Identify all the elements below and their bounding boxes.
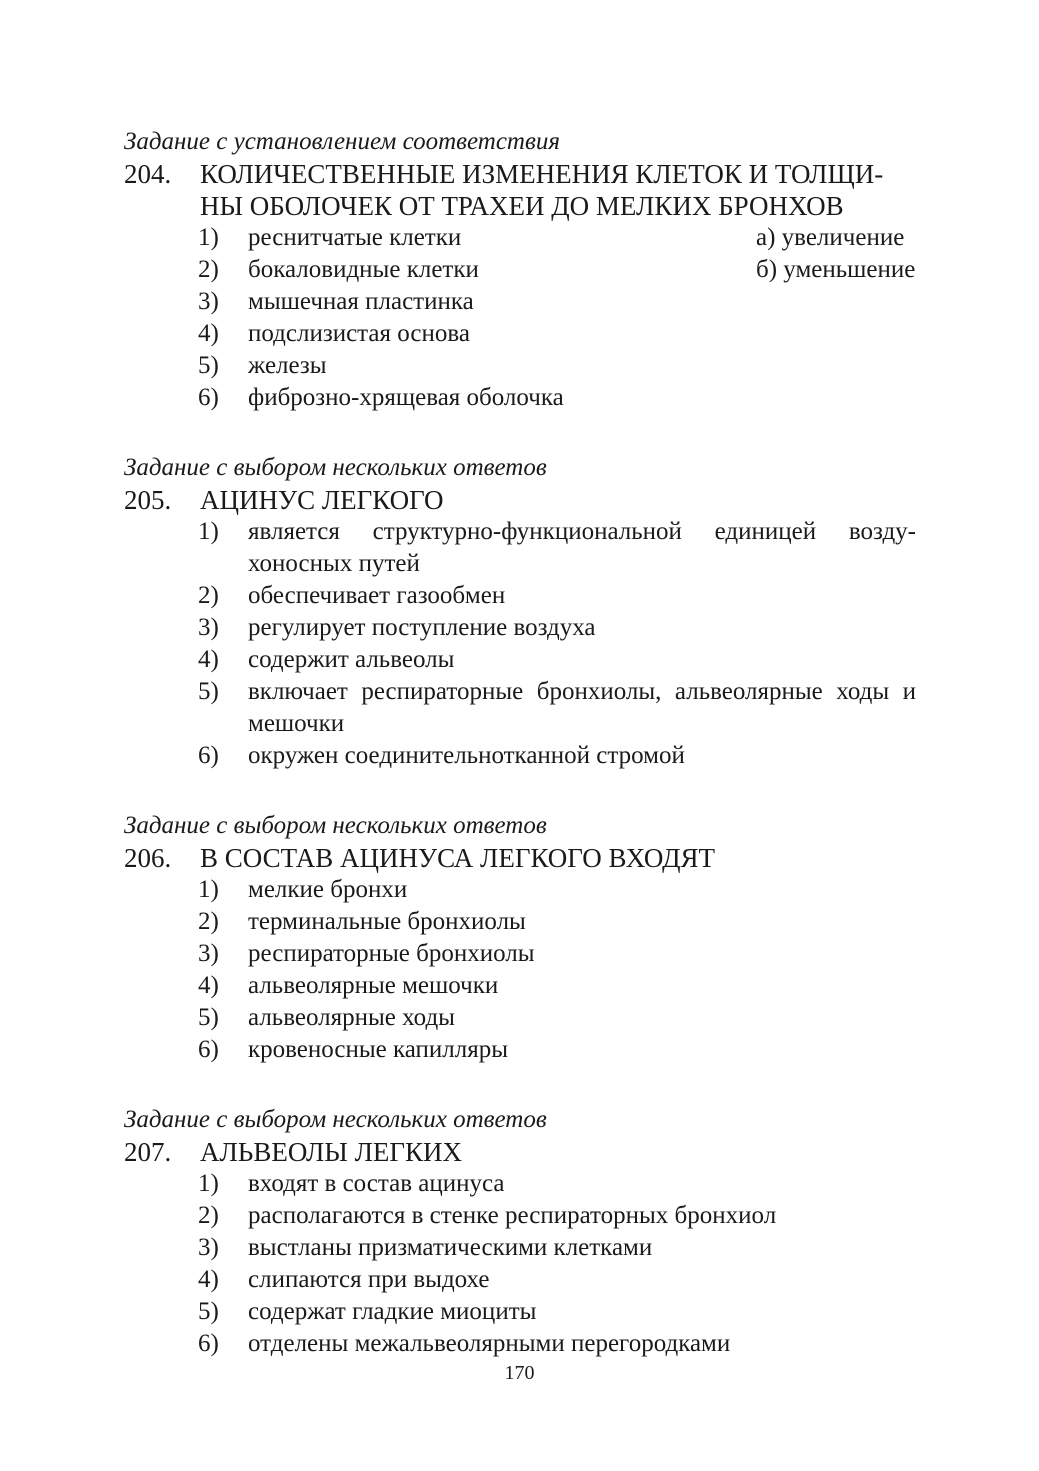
answer-text: располагаются в стенке респираторных бронхиол <box>248 1202 777 1229</box>
question-text: АЛЬВЕОЛЫ ЛЕГКИХ <box>200 1137 462 1167</box>
page-number: 170 <box>504 1362 535 1384</box>
task-type-label: Задание с выбором нескольких ответов <box>124 1106 547 1133</box>
answer-item <box>198 1232 916 1264</box>
task-206 <box>124 810 916 1066</box>
match-option <box>756 254 915 286</box>
answer-text: является структурно-функциональной единицей возду-хоносных путей <box>248 518 916 577</box>
answer-text: слипаются при выдохе <box>248 1266 490 1293</box>
answer-number: 4) <box>198 320 219 347</box>
answer-text: альвеолярные мешочки <box>248 972 499 999</box>
answer-number: 2) <box>198 1202 219 1229</box>
answer-item <box>198 1328 916 1360</box>
answer-item <box>198 1168 916 1200</box>
answer-item <box>198 970 916 1002</box>
answer-text: реснитчатые клетки <box>248 224 462 251</box>
answer-item <box>198 516 916 580</box>
answer-number: 3) <box>198 1234 219 1261</box>
answer-number: 5) <box>198 1298 219 1325</box>
answer-item <box>198 938 916 970</box>
answer-number: 3) <box>198 614 219 641</box>
answer-number: 1) <box>198 876 219 903</box>
answer-text: выстланы призматическими клетками <box>248 1234 653 1261</box>
answer-number: 3) <box>198 940 219 967</box>
answer-number: 1) <box>198 1170 219 1197</box>
question-number: 204. <box>124 159 172 189</box>
answer-item <box>198 318 916 350</box>
answer-number: 2) <box>198 582 219 609</box>
question-stem <box>124 158 916 222</box>
answer-item <box>198 286 916 318</box>
task-205 <box>124 452 916 772</box>
question-number: 207. <box>124 1137 172 1167</box>
question-number: 205. <box>124 485 172 515</box>
answer-list <box>198 874 916 1066</box>
match-option <box>756 222 904 254</box>
answer-number: 5) <box>198 678 219 705</box>
match-option-text: а) увеличение <box>756 224 905 251</box>
answer-number: 5) <box>198 352 219 379</box>
answer-text: окружен соединительнотканной стромой <box>248 742 685 769</box>
answer-text: регулирует поступление воздуха <box>248 614 596 641</box>
task-207 <box>124 1104 916 1360</box>
answer-text: обеспечивает газообмен <box>248 582 506 609</box>
task-204 <box>124 126 916 414</box>
answer-number: 2) <box>198 908 219 935</box>
answer-text: альвеолярные ходы <box>248 1004 455 1031</box>
answer-text: мышечная пластинка <box>248 288 474 315</box>
question-stem <box>124 1136 916 1168</box>
answer-text: отделены межальвеолярными перегородками <box>248 1330 731 1357</box>
answer-number: 2) <box>198 256 219 283</box>
answer-item <box>198 644 916 676</box>
answer-text: фиброзно-хрящевая оболочка <box>248 384 564 411</box>
task-type-label: Задание с выбором нескольких ответов <box>124 454 547 481</box>
answer-text: подслизистая основа <box>248 320 470 347</box>
answer-item <box>198 906 916 938</box>
answer-number: 6) <box>198 1330 219 1357</box>
answer-number: 6) <box>198 384 219 411</box>
answer-text: бокаловидные клетки <box>248 256 479 283</box>
question-text: В СОСТАВ АЦИНУСА ЛЕГКОГО ВХОДЯТ <box>200 843 716 873</box>
question-text: АЦИНУС ЛЕГКОГО <box>200 485 444 515</box>
answer-text: терминальные бронхиолы <box>248 908 526 935</box>
answer-item <box>198 740 916 772</box>
answer-number: 6) <box>198 1036 219 1063</box>
answer-text: мелкие бронхи <box>248 876 408 903</box>
answer-number: 4) <box>198 972 219 999</box>
task-type-label: Задание с выбором нескольких ответов <box>124 812 547 839</box>
answer-item <box>198 874 916 906</box>
question-stem <box>124 842 916 874</box>
task-type-label: Задание с установлением соответствия <box>124 128 560 155</box>
answer-text: входят в состав ацинуса <box>248 1170 505 1197</box>
answer-list <box>198 222 916 414</box>
answer-number: 4) <box>198 646 219 673</box>
answer-item <box>198 350 916 382</box>
answer-number: 3) <box>198 288 219 315</box>
answer-item <box>198 612 916 644</box>
answer-number: 1) <box>198 518 219 545</box>
content <box>124 126 916 1398</box>
match-option-text: б) уменьшение <box>756 256 916 283</box>
answer-item <box>198 676 916 740</box>
answer-text: железы <box>248 352 327 379</box>
answer-number: 4) <box>198 1266 219 1293</box>
answer-item <box>198 1002 916 1034</box>
answer-text: респираторные бронхиолы <box>248 940 535 967</box>
answer-list <box>198 1168 916 1360</box>
answer-item <box>198 1034 916 1066</box>
answer-item <box>198 580 916 612</box>
answer-number: 1) <box>198 224 219 251</box>
answer-item <box>198 1200 916 1232</box>
question-text: КОЛИЧЕСТВЕННЫЕ ИЗМЕНЕНИЯ КЛЕТОК И ТОЛЩИ-НЫ ОБОЛОЧЕК ОТ ТРАХЕИ ДО МЕЛКИХ БРОНХОВ <box>200 159 884 221</box>
question-stem <box>124 484 916 516</box>
answer-text: содержат гладкие миоциты <box>248 1298 537 1325</box>
answer-text: кровеносные капилляры <box>248 1036 509 1063</box>
answer-item <box>198 1296 916 1328</box>
answer-item <box>198 382 916 414</box>
answer-number: 5) <box>198 1004 219 1031</box>
answer-text: включает респираторные бронхиолы, альвеолярные ходы и мешочки <box>248 678 916 737</box>
answer-text: содержит альвеолы <box>248 646 455 673</box>
question-number: 206. <box>124 843 172 873</box>
answer-list <box>198 516 916 772</box>
answer-item <box>198 1264 916 1296</box>
answer-number: 6) <box>198 742 219 769</box>
